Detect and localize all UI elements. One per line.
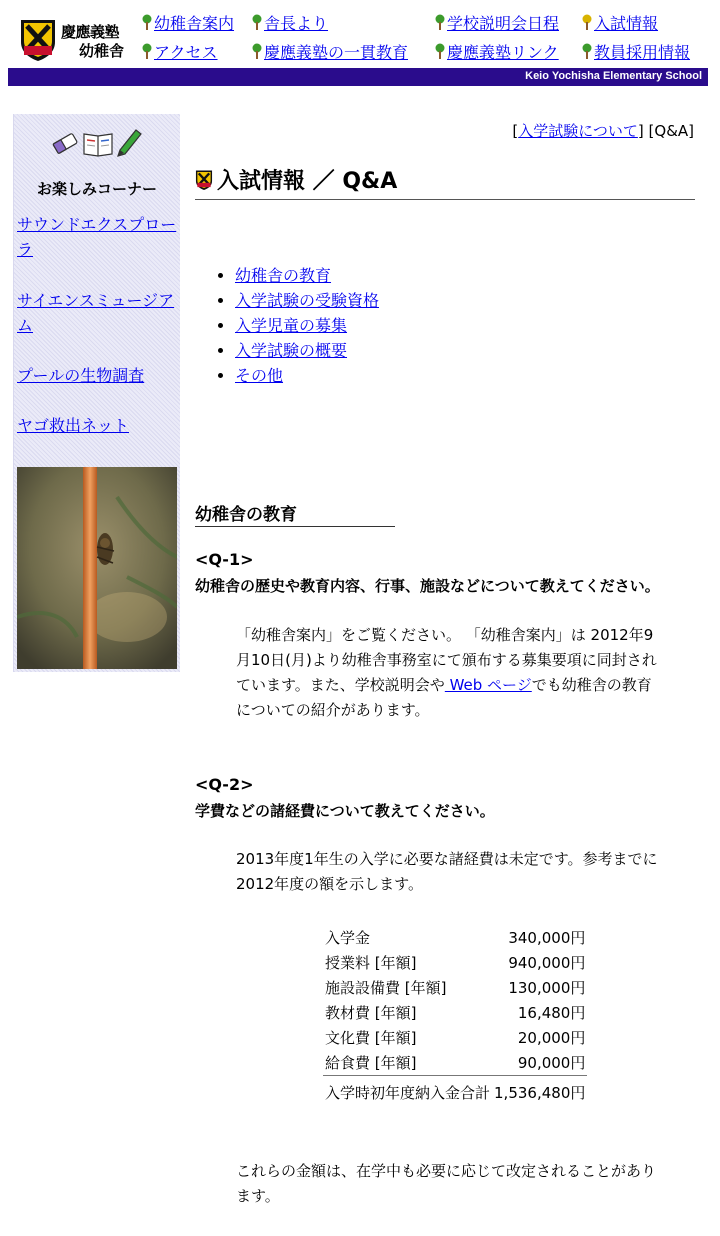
nav-link[interactable]: 舎長より [264, 14, 329, 33]
fee-amount: 940,000円 [508, 954, 586, 972]
pencil-icon [118, 130, 141, 156]
toc-link[interactable]: その他 [235, 366, 284, 385]
table-row [323, 925, 587, 950]
fee-amount: 130,000円 [508, 979, 586, 997]
tree-icon [434, 43, 446, 59]
sidebar-item-science-museum[interactable] [17, 288, 179, 338]
breadcrumb [512, 120, 694, 141]
answer-line: 2012年度の額を示します。 [236, 875, 423, 893]
nav-principal[interactable] [251, 14, 328, 34]
toc-item[interactable] [235, 288, 379, 313]
tree-icon-yellow [581, 14, 593, 30]
sidebar-title: お楽しみコーナー [36, 180, 157, 198]
eraser-icon [53, 133, 78, 154]
q2-note [236, 1159, 696, 1209]
nav-link[interactable]: 慶應義塾の一貫教育 [264, 43, 409, 62]
breadcrumb-open: [ [512, 122, 519, 140]
header-banner [8, 68, 708, 86]
nav-info-sessions[interactable] [434, 14, 559, 34]
title-divider [195, 199, 695, 200]
breadcrumb-current: [Q&A] [648, 122, 694, 140]
answer-line: 「幼稚舎案内」をご覧ください。 「幼稚舎案内」は 2012年9 [236, 626, 654, 644]
fee-item: 施設設備費 [年額] [325, 979, 447, 997]
tree-icon [141, 14, 153, 30]
nav-link[interactable]: 学校説明会日程 [447, 14, 560, 33]
section-heading-education: 幼稚舎の教育 [195, 505, 297, 525]
school-crest-icon [195, 169, 213, 191]
school-logo[interactable] [19, 18, 131, 62]
nav-integrated-education[interactable] [251, 43, 408, 63]
q2-number: <Q-2> [195, 775, 254, 794]
fee-amount: 340,000円 [508, 929, 586, 947]
answer-text: ています。また、学校説明会や [236, 676, 445, 694]
nav-yochisha-guide[interactable] [141, 14, 234, 34]
answer-line: 月10日(月)より幼稚舎事務室にて頒布する募集要項に同封され [236, 651, 657, 669]
nav-link[interactable]: アクセス [154, 43, 218, 62]
nav-link[interactable]: 幼稚舎案内 [154, 14, 235, 33]
answer-line [236, 673, 696, 698]
school-crest-icon [19, 18, 57, 62]
fee-item: 給食費 [年額] [325, 1054, 417, 1072]
sidebar-item-yago-rescue[interactable] [17, 413, 179, 438]
sidebar-link[interactable]: ヤゴ救出ネット [17, 416, 130, 435]
banner-text: Keio Yochisha Elementary School [525, 70, 702, 82]
section-divider [195, 526, 395, 527]
logo-name-line2: 幼稚舎 [79, 42, 125, 60]
breadcrumb-close: ] [637, 122, 644, 140]
answer-line: についての紹介があります。 [236, 701, 430, 719]
toc-item[interactable] [235, 263, 379, 288]
table-row-total [323, 1076, 587, 1106]
sidebar-item-sound-explorer[interactable] [17, 212, 179, 262]
nav-recruitment[interactable] [581, 43, 690, 63]
nav-access[interactable] [141, 43, 218, 63]
page-title-text: 入試情報 ／ Q&A [217, 169, 398, 194]
fee-total-amount: 1,536,480円 [492, 1076, 587, 1106]
q2-question: 学費などの諸経費について教えてください。 [195, 802, 495, 820]
fee-amount: 20,000円 [517, 1029, 586, 1047]
sidebar [13, 114, 180, 672]
open-book-icon [84, 134, 112, 156]
table-row [323, 1025, 587, 1050]
table-row [323, 950, 587, 975]
q2-answer [236, 847, 696, 897]
toc-item[interactable] [235, 338, 379, 363]
table-row [323, 1050, 587, 1076]
fee-total-label: 入学時初年度納入金合計 [323, 1076, 492, 1106]
nav-link[interactable]: 慶應義塾リンク [447, 43, 559, 62]
toc-item[interactable] [235, 363, 379, 388]
q1-question: 幼稚舎の歴史や教育内容、行事、施設などについて教えてください。 [195, 577, 660, 595]
sidebar-link[interactable]: プールの生物調査 [17, 366, 145, 385]
dragonfly-nymph-photo [17, 467, 177, 669]
fee-item: 教材費 [年額] [325, 1004, 417, 1022]
toc-link[interactable]: 入学試験の概要 [235, 341, 348, 360]
tree-icon [251, 14, 263, 30]
fee-amount: 90,000円 [517, 1054, 586, 1072]
nav-keio-links[interactable] [434, 43, 559, 63]
nav-link[interactable]: 教員採用情報 [594, 43, 691, 62]
tree-icon [141, 43, 153, 59]
q1-answer [236, 623, 696, 723]
q1-number: <Q-1> [195, 550, 254, 569]
table-row [323, 1000, 587, 1025]
answer-line: ます。 [236, 1187, 280, 1205]
logo-name-line1: 慶應義塾 [61, 23, 120, 41]
sidebar-item-pool-survey[interactable] [17, 363, 179, 388]
toc-link[interactable]: 入学児童の募集 [235, 316, 348, 335]
answer-line: 2013年度1年生の入学に必要な諸経費は未定です。参考までに [236, 850, 658, 868]
table-of-contents [213, 263, 379, 388]
tree-icon [251, 43, 263, 59]
page-title [195, 164, 397, 195]
toc-item[interactable] [235, 313, 379, 338]
fee-amount: 16,480円 [517, 1004, 586, 1022]
tree-icon [434, 14, 446, 30]
toc-link[interactable]: 幼稚舎の教育 [235, 266, 332, 285]
web-page-link[interactable]: Web ページ [444, 676, 532, 694]
fee-item: 授業料 [年額] [325, 954, 417, 972]
sidebar-link[interactable]: サイエンスミュージアム [17, 291, 175, 335]
toc-link[interactable]: 入学試験の受験資格 [235, 291, 380, 310]
answer-line: これらの金額は、在学中も必要に応じて改定されることがあり [236, 1162, 657, 1180]
sidebar-link[interactable]: サウンドエクスプローラ [17, 215, 177, 259]
tree-icon [581, 43, 593, 59]
nav-link[interactable]: 入試情報 [594, 14, 659, 33]
breadcrumb-link-admissions[interactable]: 入学試験について [518, 122, 638, 140]
fee-item: 入学金 [325, 929, 371, 947]
nav-admissions[interactable] [581, 14, 658, 34]
sidebar-icons [52, 126, 144, 164]
fee-item: 文化費 [年額] [325, 1029, 417, 1047]
answer-text: でも幼稚舎の教育 [531, 676, 652, 694]
table-row [323, 975, 587, 1000]
fee-table [323, 925, 587, 1105]
